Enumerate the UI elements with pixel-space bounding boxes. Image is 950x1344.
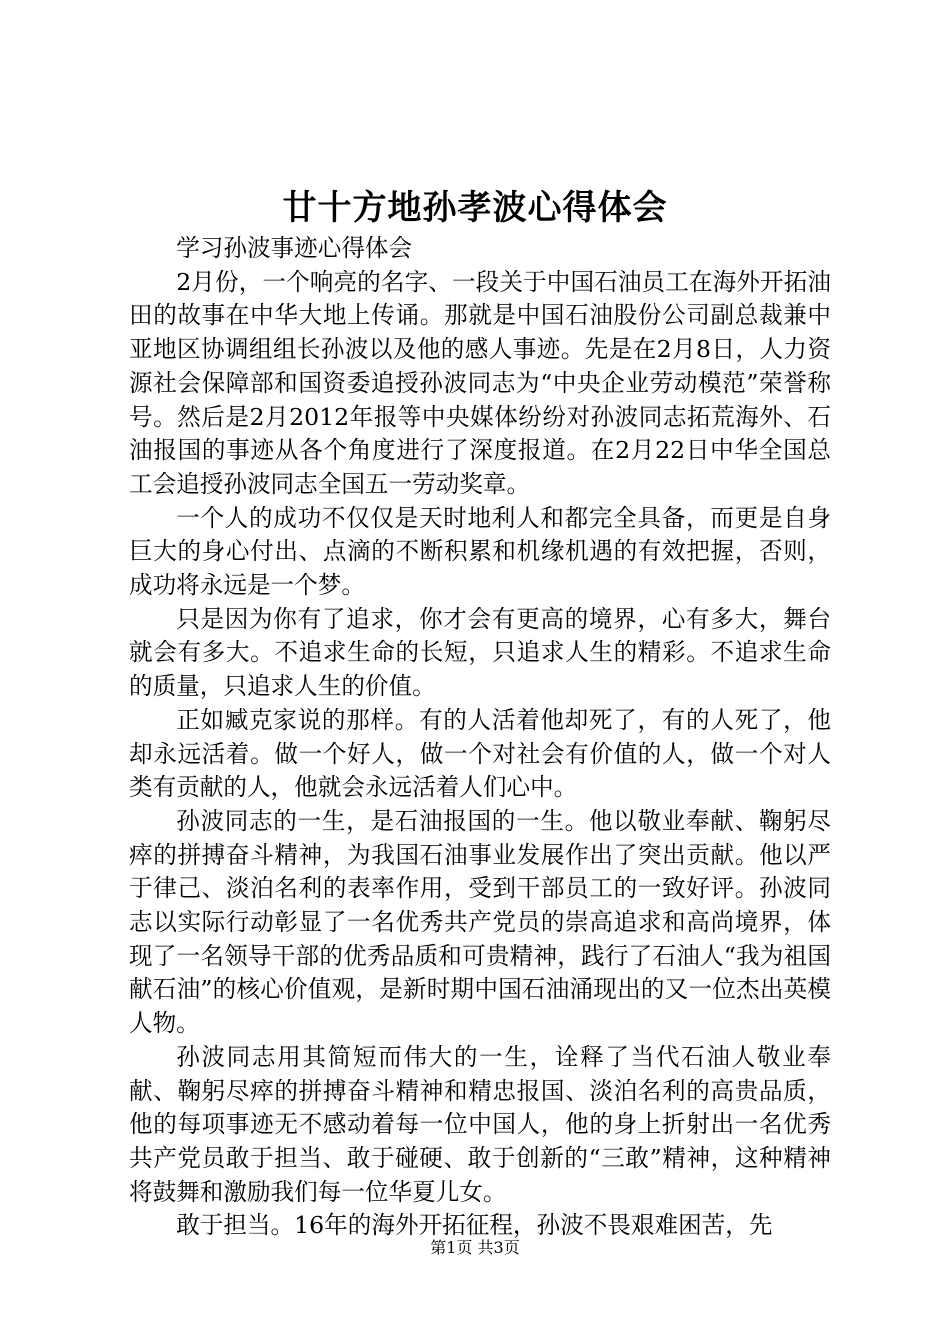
paragraph: 正如臧克家说的那样。有的人活着他却死了，有的人死了，他却永远活着。做一个好人，做一个对社会有价值的人，做一个对人类有贡献的人，他就会永远活着人们心中。 <box>129 705 831 802</box>
paragraph: 一个人的成功不仅仅是天时地利人和都完全具备，而更是自身巨大的身心付出、点滴的不断积累和机缘机遇的有效把握，否则，成功将永远是一个梦。 <box>129 503 831 600</box>
page-number-footer: 第1页 共3页 <box>430 1238 520 1257</box>
paragraph-subtitle: 学习孙波事迹心得体会 <box>176 234 413 262</box>
paragraph: 孙波同志的一生，是石油报国的一生。他以敬业奉献、鞠躬尽瘁的拼搏奋斗精神，为我国石油事业发展作出了突出贡献。他以严于律己、淡泊名利的表率作用，受到干部员工的一致好评。孙波同志以实际行动彰显了一名优秀共产党员的崇高追求和高尚境界，体现了一名领导干部的优秀品质和可贵精神，践行了石油人“我为祖国献石油”的核心价值观，是新时期中国石油涌现出的又一位杰出英模人物。 <box>129 806 831 1038</box>
document-body <box>129 232 831 1243</box>
paragraph: 孙波同志用其简短而伟大的一生，诠释了当代石油人敬业奉献、鞠躬尽瘁的拼搏奋斗精神和精忠报国、淡泊名利的高贵品质，他的每项事迹无不感动着每一位中国人，他的身上折射出一名优秀共产党员敢于担当、敢于碰硬、敢于创新的“三敢”精神，这种精神将鼓舞和激励我们每一位华夏儿女。 <box>129 1042 831 1206</box>
document-title: 廿十方地孙孝波心得体会 <box>282 188 668 228</box>
paragraph: 只是因为你有了追求，你才会有更高的境界，心有多大，舞台就会有多大。不追求生命的长短，只追求人生的精彩。不追求生命的质量，只追求人生的价值。 <box>129 604 831 701</box>
paragraph: 敢于担当。16年的海外开拓征程，孙波不畏艰难困苦，先 <box>176 1211 773 1240</box>
paragraph: 2月份，一个响亮的名字、一段关于中国石油员工在海外开拓油田的故事在中华大地上传诵。那就是中国石油股份公司副总裁兼中亚地区协调组组长孙波以及他的感人事迹。先是在2月8日，人力资源社会保障部和国资委追授孙波同志为“中央企业劳动模范”荣誉称号。然后是2月2012年报等中央媒体纷纷对孙波同志拓荒海外、石油报国的事迹从各个角度进行了深度报道。在2月22日中华全国总工会追授孙波同志全国五一劳动奖章。 <box>129 267 831 498</box>
